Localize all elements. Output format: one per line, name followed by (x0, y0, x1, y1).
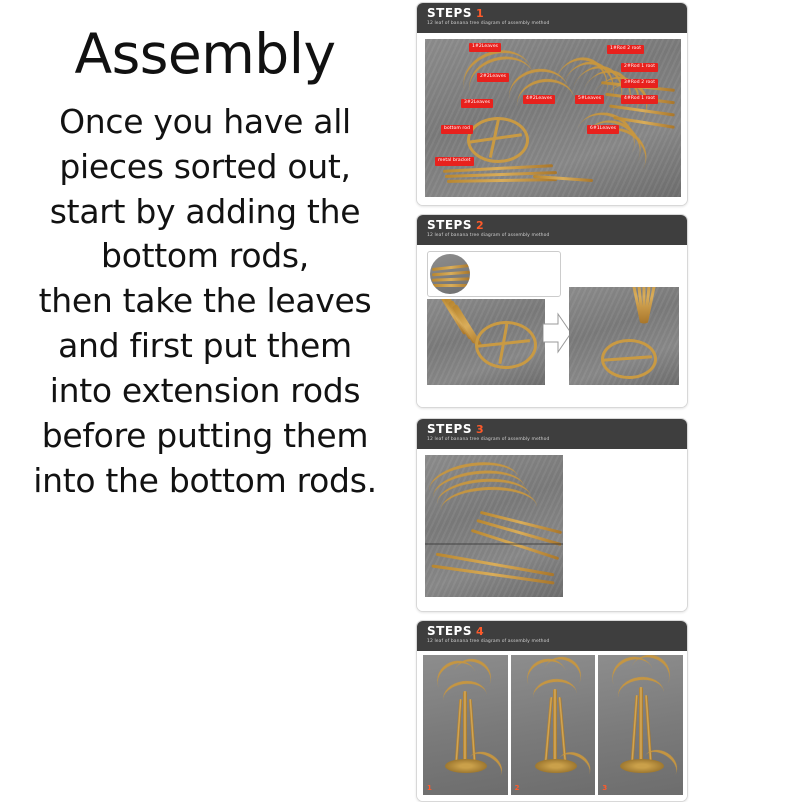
instruction-line: and first put them (58, 326, 352, 366)
step-subtitle: 12 leaf of banana tree diagram of assembly method (427, 233, 550, 238)
step-cards-column (412, 0, 800, 800)
step-card-4 (416, 620, 688, 802)
instruction-line: pieces sorted out, (59, 146, 351, 186)
arrow-right-icon (543, 311, 571, 355)
step-card-1 (416, 2, 688, 206)
steps-label: STEPS (427, 422, 472, 436)
step-title-row (427, 422, 677, 436)
part-tag: 6#1Leaves (587, 125, 619, 134)
steps-label: STEPS (427, 624, 472, 638)
final-assembly-photo-strip (423, 655, 683, 795)
step-card-body (417, 449, 687, 611)
step-card-body (417, 33, 687, 205)
step-number: 4 (475, 625, 484, 638)
step-title-row (427, 6, 677, 20)
step-number: 2 (475, 219, 484, 232)
metal-bracket-ring (467, 117, 529, 163)
instruction-line: start by adding the (49, 191, 361, 231)
instruction-line: Once you have all (59, 101, 351, 141)
step-card-body (417, 245, 687, 407)
step-card-body (417, 651, 687, 801)
part-tag: bottom rod (441, 125, 473, 134)
step-card-3 (416, 418, 688, 612)
step-title-row (427, 624, 677, 638)
parts-layout-photo (425, 39, 681, 197)
step-subtitle: 12 leaf of banana tree diagram of assembly method (427, 21, 550, 26)
detail-callout-box (427, 251, 561, 297)
bottom-rods-photo (427, 299, 545, 385)
step-subtitle: 12 leaf of banana tree diagram of assembly method (427, 639, 550, 644)
instruction-line: then take the leaves (38, 281, 372, 321)
step-number: 1 (475, 7, 484, 20)
step-card-header (417, 419, 687, 449)
step-card-header (417, 621, 687, 651)
part-tag: 1#2Leaves (469, 43, 501, 52)
part-tag: 4#Rod 1 root (621, 95, 658, 104)
photo-badge: 3 (602, 784, 608, 792)
photo-badge: 2 (514, 784, 520, 792)
step-card-header (417, 215, 687, 245)
photo-badge: 1 (427, 784, 432, 792)
steps-label: STEPS (427, 6, 472, 20)
instruction-line: into the bottom rods. (33, 460, 377, 500)
assembled-rods-photo (569, 287, 679, 385)
part-tag: 3#2Leaves (461, 99, 493, 108)
instruction-line: bottom rods, (101, 236, 309, 276)
part-tag: metal bracket (435, 157, 474, 166)
part-tag: 2#Rod 1 root (621, 63, 658, 72)
leaves-into-extension-rods-photo (425, 455, 563, 597)
part-tag: 2#2Leaves (477, 73, 509, 82)
final-assembly-photo-2 (511, 655, 596, 795)
instruction-line: into extension rods (49, 371, 361, 410)
step-card-header (417, 3, 687, 33)
page-title: Assembly (74, 22, 336, 86)
step-subtitle: 12 leaf of banana tree diagram of assembly method (427, 437, 550, 442)
step-number: 3 (475, 423, 484, 436)
detail-closeup-circle (430, 254, 470, 294)
part-tag: 3#Rod 2 root (621, 79, 658, 88)
part-tag: 1#Rod 2 root (607, 45, 644, 54)
instruction-line: before putting them (41, 415, 369, 455)
final-assembly-photo-3 (598, 655, 683, 795)
step-title-row (427, 218, 677, 232)
final-assembly-photo-1 (423, 655, 508, 795)
step-card-2 (416, 214, 688, 408)
instruction-paragraph (5, 100, 405, 504)
part-tag: 5#Leaves (575, 95, 604, 104)
part-tag: 4#2Leaves (523, 95, 555, 104)
steps-label: STEPS (427, 218, 472, 232)
